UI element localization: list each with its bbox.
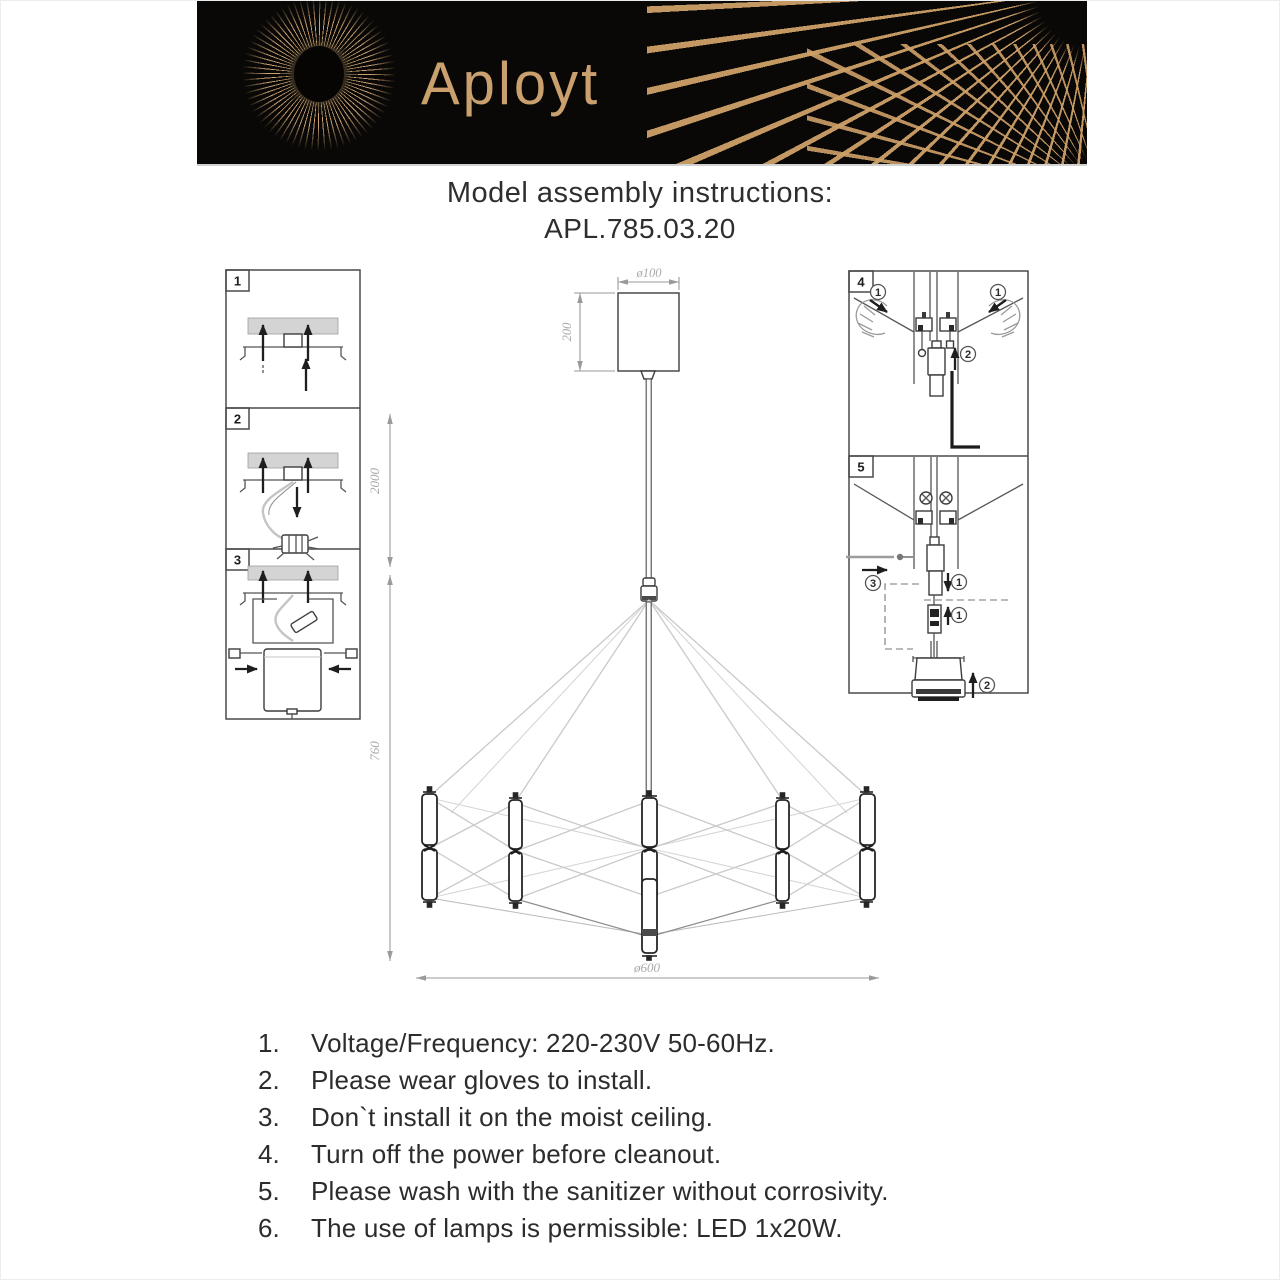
instruction-list: [258, 1025, 1108, 1247]
list-item: [258, 1025, 1108, 1062]
list-item: [258, 1173, 1108, 1210]
lamp-column-far-left: [422, 787, 437, 907]
list-text: Voltage/Frequency: 220-230V 50-60Hz.: [311, 1028, 775, 1058]
panel-3-number: 3: [233, 552, 242, 568]
bottom-pendant-tube: [642, 879, 657, 960]
panel-2-number: 2: [233, 411, 242, 427]
step-4-diagram: [854, 272, 1023, 447]
right-step-panels: [846, 271, 1028, 701]
list-text: Turn off the power before cleanout.: [311, 1139, 722, 1169]
panel-5-number: 5: [857, 459, 865, 475]
brand-banner: [197, 1, 1087, 164]
step-1-diagram: [240, 318, 346, 391]
allen-key-icon: [952, 371, 980, 447]
dim-200-label: 200: [560, 322, 574, 342]
canopy-height-dim: [560, 293, 615, 371]
dim-o100-label: ø100: [636, 266, 662, 280]
callout-4-2: 2: [964, 349, 972, 361]
step-2-diagram: [240, 453, 346, 560]
callout-5-1-down: 1: [955, 577, 963, 589]
hand-left-icon: [856, 300, 887, 337]
callout-5-1-up: 1: [955, 610, 963, 622]
canopy-flange: [641, 371, 655, 379]
decorative-rays-bottom-icon: [807, 44, 1087, 164]
suspension-rod: [646, 379, 651, 579]
sunburst-core: [294, 46, 344, 102]
list-item: [258, 1210, 1108, 1247]
step-5-diagram: [846, 457, 1023, 701]
lamp-column-far-right: [860, 787, 875, 907]
list-text: The use of lamps is permissible: LED 1x20W.: [311, 1213, 843, 1243]
dim-760-label: 760: [367, 741, 382, 761]
brand-wordmark: Aployt: [421, 50, 601, 118]
dim-o600-label: ø600: [634, 960, 660, 975]
list-number: 4.: [258, 1139, 280, 1169]
list-text: Please wear gloves to install.: [311, 1065, 653, 1095]
list-text: Please wash with the sanitizer without corrosivity.: [311, 1176, 889, 1206]
dim-2000-label: 2000: [367, 468, 382, 494]
panel-1-number: 1: [233, 273, 242, 289]
page-title: Model assembly instructions:: [446, 177, 834, 209]
fixture-diameter-dim: [416, 960, 879, 978]
list-item: [258, 1099, 1108, 1136]
list-number: 2.: [258, 1065, 280, 1095]
sunburst-logo-icon: [239, 1, 399, 154]
list-item: [258, 1062, 1108, 1099]
canopy-diameter-dim: [618, 266, 679, 290]
hand-right-icon: [989, 300, 1020, 337]
assembly-drawing: [1, 261, 1280, 1016]
lamp-column-left: [509, 793, 522, 908]
callout-4-1-right: 1: [994, 287, 1002, 299]
list-number: 5.: [258, 1176, 280, 1206]
chandelier-drawing: [416, 266, 882, 978]
left-step-panels: [226, 270, 360, 719]
callout-5-2: 2: [983, 680, 991, 692]
lamp-column-right: [776, 793, 789, 908]
list-number: 3.: [258, 1102, 280, 1132]
panel-4-number: 4: [857, 274, 865, 290]
callout-5-3: 3: [869, 578, 877, 590]
cable-hub: [641, 578, 657, 601]
list-number: 1.: [258, 1028, 280, 1058]
model-number: APL.785.03.20: [544, 213, 736, 244]
suspension-dimension: [367, 414, 390, 961]
callout-4-1-left: 1: [874, 287, 882, 299]
list-number: 6.: [258, 1213, 280, 1243]
list-text: Don`t install it on the moist ceiling.: [311, 1102, 714, 1132]
step-3-diagram: [229, 566, 357, 719]
list-item: [258, 1136, 1108, 1173]
lamp-socket: [912, 641, 965, 701]
canopy: [618, 293, 679, 371]
